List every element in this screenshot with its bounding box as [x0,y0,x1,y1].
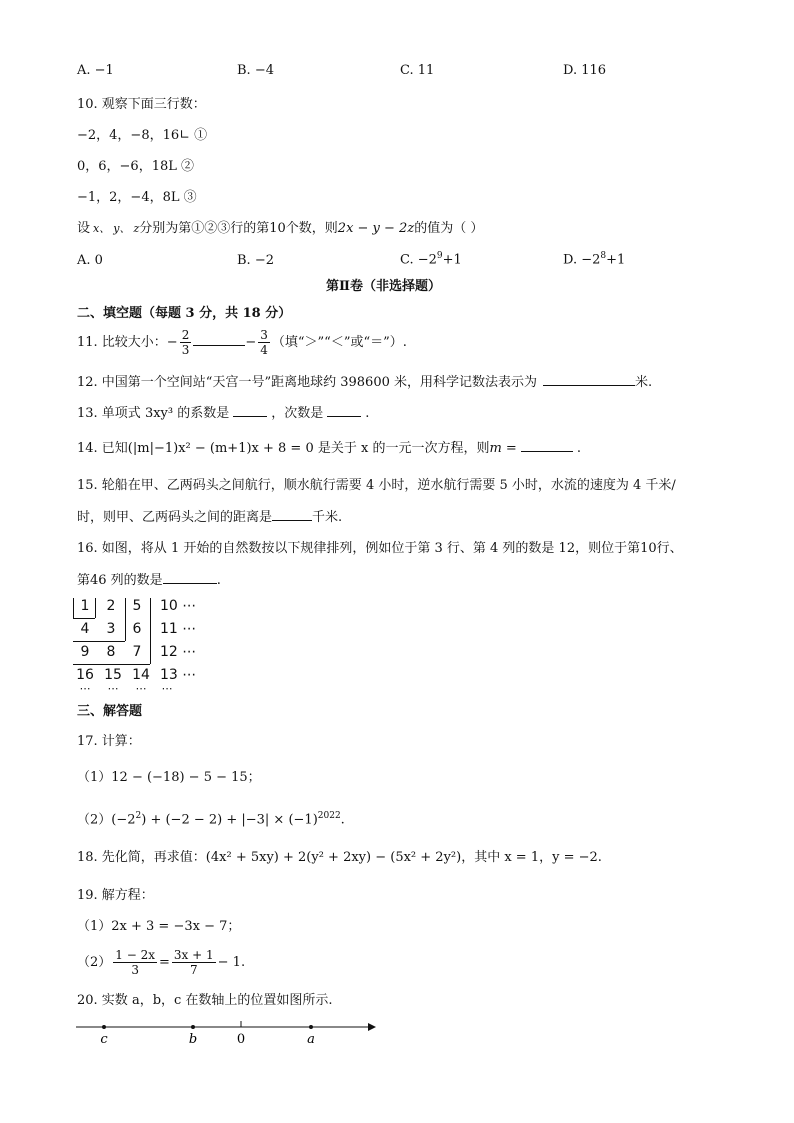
point-c [102,1025,106,1029]
grid-ellipsis: ⋯ [161,682,173,695]
q19-fraction-2 [172,948,216,977]
label-0: 0 [236,1032,246,1047]
q15-line-1: 15. 轮船在甲、乙两码头之间航行，顺水航行需要 4 小时，逆水航行需要 5 小时，水流的速度为 4 千米/ [77,478,676,493]
q14-m: m = [489,441,517,456]
label-b: b [188,1032,198,1047]
grid-cell: 15 [104,667,122,683]
q12-post: 米. [635,375,653,390]
q13-coefficient-prompt: 13. 单项式 3xy³ 的系数是 [77,406,230,421]
q19-part-2 [77,943,245,983]
grid-cell: 2 [106,598,116,614]
q17-stem: 17. 计算： [77,734,141,749]
q19-p2-tail: − 1. [217,955,246,970]
q15-prompt: 时，则甲、乙两码头之间的距离是 [77,510,273,525]
q10-choice-b: B. −2 [237,253,274,268]
grid-line [73,641,125,642]
part-2-title: 二、填空题（每题 3 分，共 18 分） [77,306,292,321]
q17-p2-a: （2）(−2 [77,812,136,828]
label-a: a [307,1032,315,1047]
q17-part-2 [77,807,345,829]
q11-pre: 11. 比较大小：− [77,335,178,350]
q15-line-2 [77,508,342,527]
q10-ask-x: x、 [93,222,111,235]
q16-end: . [216,573,221,588]
q17-p2-end: . [340,812,345,828]
q10-ask-a: 设 [77,221,91,236]
grid-cell: 10 ⋯ [160,598,197,614]
q10-question [77,220,483,238]
q10-ask-b: 分别为第①②③行的第10个数，则 [139,221,338,236]
q11-num-1: 2 [181,328,190,342]
q10-ask-z: z [133,222,140,235]
q11-fraction-1 [180,328,192,357]
q10-choice-c [400,251,462,267]
section-2-title: 第Ⅱ卷（非选择题） [326,279,441,294]
grid-cell: 9 [80,644,90,660]
q17-p2-exp-2022: 2022 [317,811,341,821]
q14 [77,439,581,458]
q15-unit: 千米. [312,510,343,525]
q10-row2: 0，6，−6，18L ② [77,159,195,174]
q10-choice-c-base: C. −2 [400,252,437,268]
part-3-title: 三、解答题 [77,704,143,719]
q11 [77,326,407,360]
grid-cell: 14 [132,667,150,683]
grid-cell: 7 [132,644,142,660]
q16-line-2 [77,571,221,590]
q10-ask-c: 的值为（ ） [414,221,484,236]
grid-line [73,618,95,619]
q17-p2-exp: 2 [135,811,142,821]
grid-ellipsis: ⋯ [135,682,147,695]
q11-den-2: 4 [260,343,268,357]
q11-num-2: 3 [260,328,268,342]
grid-cell: 3 [106,621,116,637]
q12 [77,373,652,392]
q9-choice-d: D. 116 [563,63,607,78]
label-c: c [100,1032,108,1047]
q10-choice-c-exp: 9 [436,251,443,261]
q11-answer-blank[interactable] [193,333,245,346]
grid-cell: 11 ⋯ [160,621,197,637]
q10-choice-d-exp: 8 [600,251,607,261]
q10-row3: −1，2，−4，8L ③ [77,190,197,205]
grid-ellipsis: ⋯ [79,682,91,695]
q17-part-1: （1）12 − (−18) − 5 − 15； [77,770,261,785]
q20-stem: 20. 实数 a，b，c 在数轴上的位置如图所示. [77,993,333,1008]
grid-cell: 5 [132,598,142,614]
q10-choice-c-tail: +1 [442,252,462,268]
number-line [70,1015,390,1051]
q14-end: . [576,441,581,456]
q16-line-1: 16. 如图，将从 1 开始的自然数按以下规律排列，例如位于第 3 行、第 4 列的数是 12，则位于第10行、 [77,541,683,556]
q13-end: . [365,406,370,421]
grid-line [150,598,151,664]
q11-post: （填“＞”“＜”或“＝”）. [271,335,407,350]
q10-choice-d [563,251,625,267]
q19-equals: = [159,955,170,970]
grid-line [73,664,150,665]
q17-p2-c: ) + (−2 − 2) + |−3| × (−1) [141,812,318,828]
q10-choice-d-tail: +1 [606,252,626,268]
q10-stem: 10. 观察下面三行数： [77,97,206,112]
q10-ask-y: y、 [113,222,131,235]
q13 [77,404,369,423]
q9-choice-c: C. 11 [400,63,435,78]
grid-cell: 1 [80,598,90,614]
q9-choice-a: A. −1 [77,63,114,78]
grid-cell: 16 [76,667,94,683]
grid-cell: 6 [132,621,142,637]
q13-blank-1[interactable] [233,404,267,417]
q10-choice-a: A. 0 [77,253,103,268]
q19-num-2: 3x + 1 [173,948,214,962]
point-b [191,1025,195,1029]
q16-prompt: 第46 列的数是 [77,573,163,588]
q19-stem: 19. 解方程： [77,888,154,903]
q14-answer-blank[interactable] [521,439,573,452]
grid-ellipsis: ⋯ [107,682,119,695]
q18: 18. 先化简，再求值：(4x² + 5xy) + 2(y² + 2xy) − (5x² + 2y²)，其中 x = 1，y = −2. [77,850,602,865]
grid-cell: 4 [80,621,90,637]
q12-text: 12. 中国第一个空间站“天宫一号”距离地球约 398600 米，用科学记数法表示为 [77,375,537,390]
q10-choice-d-base: D. −2 [563,252,601,268]
q10-ask-expr: 2x − y − 2z [337,221,415,236]
q13-blank-2[interactable] [327,404,361,417]
q19-p2-label: （2） [77,955,112,970]
q19-num-1: 1 − 2x [115,948,156,962]
grid-cell: 12 ⋯ [160,644,197,660]
q13-degree-prompt: ，次数是 [271,406,324,421]
point-a [309,1025,313,1029]
q11-fraction-2 [258,328,270,357]
q19-fraction-1 [113,948,157,977]
grid-cell: 8 [106,644,116,660]
q19-den-2: 7 [189,963,198,977]
q9-choice-b: B. −4 [237,63,274,78]
q11-den-1: 3 [181,343,190,357]
q19-den-1: 3 [131,963,139,977]
q12-answer-blank[interactable] [543,373,635,386]
q19-part-1: （1）2x + 3 = −3x − 7； [77,919,241,934]
q10-row1: −2，4，−8，16∟ ① [77,128,208,143]
grid-cell: 13 ⋯ [160,667,197,683]
q11-mid: − [245,335,257,350]
q15-answer-blank[interactable] [272,508,312,521]
q14-text: 14. 已知(|m|−1)x² − (m+1)x + 8 = 0 是关于 x 的一元一次方程，则 [77,441,490,456]
q16-answer-blank[interactable] [163,571,217,584]
